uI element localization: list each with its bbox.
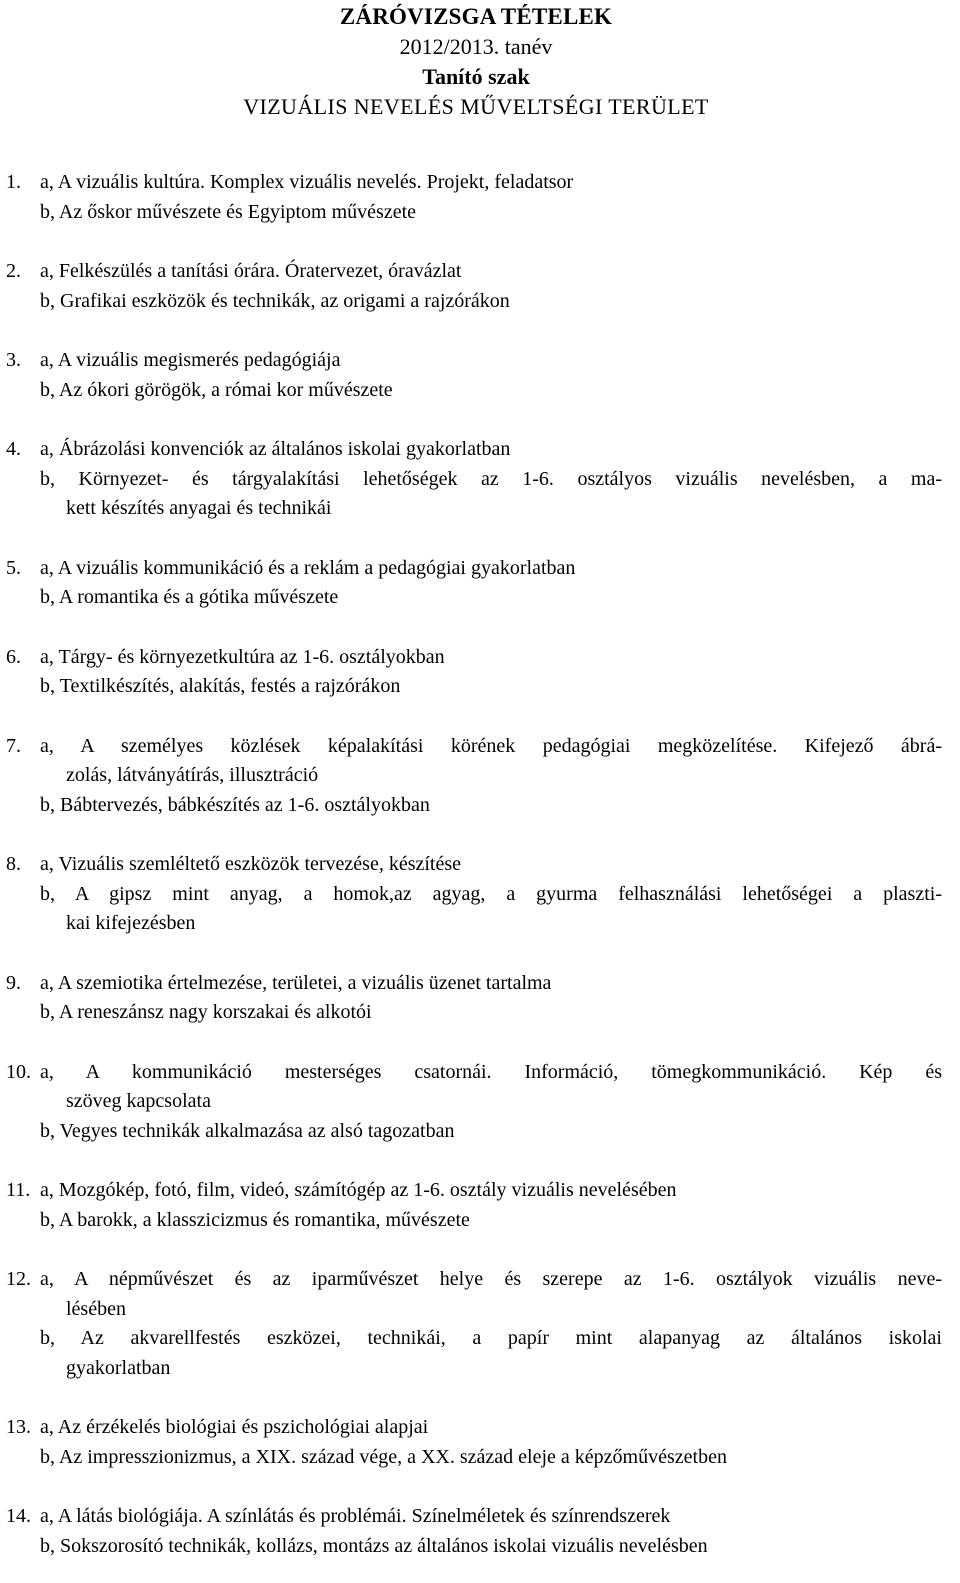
academic-year: 2012/2013. tanév xyxy=(399,34,553,59)
list-spacer xyxy=(0,1146,942,1176)
document-title: ZÁRÓVIZSGA TÉTELEK xyxy=(339,4,613,29)
item-line: b, Az akvarellfestés eszközei, technikái, a papír mint alapanyag az általános iskolai xyxy=(40,1327,942,1349)
list-spacer xyxy=(0,1028,942,1058)
program-name: Tanító szak xyxy=(422,64,530,89)
item-line: a, A népművészet és az iparművészet helye és szerepe az 1-6. osztályok vizuális neve- xyxy=(40,1268,942,1290)
item-number: 14. xyxy=(6,1505,31,1527)
item-body xyxy=(40,850,942,939)
item-line: zolás, látványátírás, illusztráció xyxy=(66,764,319,786)
subject-area: VIZUÁLIS NEVELÉS MŰVELTSÉGI TERÜLET xyxy=(243,94,709,119)
item-line: b, Az őskor művészete és Egyiptom művészete xyxy=(40,200,417,223)
item-line: a, A látás biológiája. A színlátás és problémái. Színelméletek és színrendszerek xyxy=(40,1505,671,1527)
item-line: a, A szemiotika értelmezése, területei, a vizuális üzenet tartalma xyxy=(40,971,552,994)
item-body xyxy=(40,732,942,821)
item-number: 6. xyxy=(6,645,21,668)
item-line: a, A vizuális kultúra. Komplex vizuális nevelés. Projekt, feladatsor xyxy=(40,171,574,193)
item-number: 9. xyxy=(6,971,21,994)
item-line: a, Ábrázolási konvenciók az általános iskolai gyakorlatban xyxy=(40,438,511,460)
item-line: b, A barokk, a klasszicizmus és romantika, művészete xyxy=(40,1208,470,1231)
item-body xyxy=(40,1176,942,1235)
list-item xyxy=(0,969,942,1028)
item-body xyxy=(40,643,942,702)
item-line: b, Az impresszionizmus, a XIX. század vége, a XX. század eleje a képzőművészetben xyxy=(40,1445,727,1468)
item-number: 4. xyxy=(6,438,21,460)
item-line: a, Vizuális szemléltető eszközök tervezése, készítése xyxy=(40,853,462,875)
item-line: a, A vizuális kommunikáció és a reklám a pedagógiai gyakorlatban xyxy=(40,556,576,579)
list-item xyxy=(0,1502,942,1561)
item-number: 12. xyxy=(6,1268,31,1290)
item-number: 2. xyxy=(6,260,21,282)
item-body xyxy=(40,435,942,524)
item-body xyxy=(40,1058,942,1147)
exam-topic-list xyxy=(0,168,942,1561)
item-line: b, Sokszorosító technikák, kollázs, montázs az általános iskolai vizuális nevelésben xyxy=(40,1534,708,1557)
list-spacer xyxy=(0,820,942,850)
item-number: 10. xyxy=(6,1060,31,1083)
item-line: a, A személyes közlések képalakítási körének pedagógiai megközelítése. Kifejező ábrá- xyxy=(40,734,942,757)
item-line: lésében xyxy=(66,1297,126,1320)
item-line: a, Tárgy- és környezetkultúra az 1-6. osztályokban xyxy=(40,645,445,668)
item-line: a, Felkészülés a tanítási órára. Óratervezet, óravázlat xyxy=(40,260,462,282)
item-number: 13. xyxy=(6,1416,31,1438)
item-body xyxy=(40,257,942,316)
item-line: b, A gipsz mint anyag, a homok,az agyag, a gyurma felhasználási lehetőségei a plaszti- xyxy=(40,882,942,905)
item-body xyxy=(40,554,942,613)
list-item xyxy=(0,732,942,821)
item-line: b, Az ókori görögök, a római kor művészete xyxy=(40,378,393,401)
item-line: kai kifejezésben xyxy=(66,912,196,934)
list-item xyxy=(0,1413,942,1472)
item-body xyxy=(40,1502,942,1561)
item-line: b, Grafikai eszközök és technikák, az origami a rajzórákon xyxy=(40,289,510,312)
list-item xyxy=(0,850,942,939)
list-spacer xyxy=(0,1472,942,1502)
item-body xyxy=(40,969,942,1028)
item-line: a, Mozgókép, fotó, film, videó, számítógép az 1-6. osztály vizuális nevelésében xyxy=(40,1179,677,1201)
document-header xyxy=(10,0,942,122)
item-line: b, A reneszánsz nagy korszakai és alkotói xyxy=(40,1001,372,1023)
list-spacer xyxy=(0,227,942,257)
item-line: b, A romantika és a gótika művészete xyxy=(40,586,339,608)
list-spacer xyxy=(0,939,942,969)
item-line: b, Vegyes technikák alkalmazása az alsó tagozatban xyxy=(40,1119,455,1142)
list-item xyxy=(0,168,942,227)
item-line: a, Az érzékelés biológiai és pszichológiai alapjai xyxy=(40,1416,429,1438)
item-line: kett készítés anyagai és technikái xyxy=(66,497,332,519)
item-body xyxy=(40,346,942,405)
list-item xyxy=(0,643,942,702)
list-item xyxy=(0,257,942,316)
item-line: szöveg kapcsolata xyxy=(66,1090,211,1112)
list-item xyxy=(0,1058,942,1147)
item-number: 7. xyxy=(6,734,21,757)
list-item xyxy=(0,1176,942,1235)
list-item xyxy=(0,554,942,613)
list-item xyxy=(0,1265,942,1383)
item-body xyxy=(40,168,942,227)
item-line: a, A kommunikáció mesterséges csatornái. Információ, tömegkommunikáció. Kép és xyxy=(40,1060,942,1083)
item-line: b, Bábtervezés, bábkészítés az 1-6. osztályokban xyxy=(40,793,430,816)
item-line: gyakorlatban xyxy=(66,1356,171,1379)
list-spacer xyxy=(0,613,942,643)
list-item xyxy=(0,346,942,405)
list-spacer xyxy=(0,524,942,554)
item-line: a, A vizuális megismerés pedagógiája xyxy=(40,349,341,371)
item-number: 11. xyxy=(6,1179,31,1201)
list-item xyxy=(0,435,942,524)
item-number: 5. xyxy=(6,556,21,579)
item-body xyxy=(40,1265,942,1383)
item-line: b, Környezet- és tárgyalakítási lehetőségek az 1-6. osztályos vizuális nevelésben, a ma- xyxy=(40,467,942,490)
list-spacer xyxy=(0,316,942,346)
item-number: 3. xyxy=(6,349,21,371)
item-number: 1. xyxy=(6,171,21,193)
item-body xyxy=(40,1413,942,1472)
list-spacer xyxy=(0,405,942,435)
list-spacer xyxy=(0,1235,942,1265)
list-spacer xyxy=(0,1383,942,1413)
list-spacer xyxy=(0,702,942,732)
item-number: 8. xyxy=(6,853,21,875)
item-line: b, Textilkészítés, alakítás, festés a rajzórákon xyxy=(40,675,401,697)
